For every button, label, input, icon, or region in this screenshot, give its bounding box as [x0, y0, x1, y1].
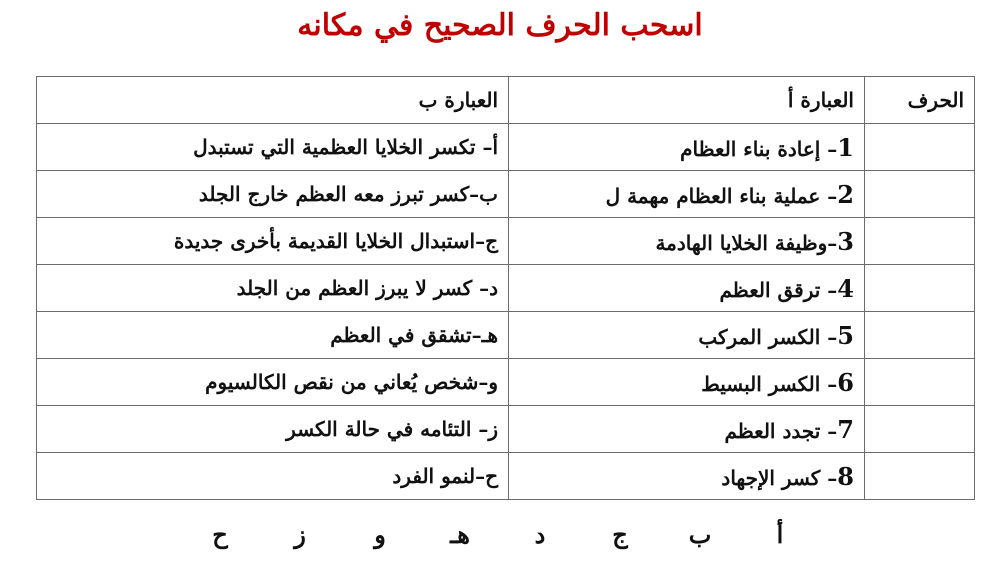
letter-drop-slot[interactable] — [865, 312, 975, 359]
table-row — [37, 265, 975, 312]
letter-tile[interactable]: هـ — [450, 520, 470, 549]
letter-tile[interactable]: ح — [212, 520, 228, 549]
letter-drop-slot[interactable] — [865, 171, 975, 218]
phrase-b: و–شخص يُعاني من نقص الكالسيوم — [37, 359, 509, 406]
letter-tile[interactable]: و — [374, 520, 386, 549]
phrase-a — [509, 171, 865, 218]
table-row — [37, 124, 975, 171]
phrase-b: أ– تكسر الخلايا العظمية التي تستبدل — [37, 124, 509, 171]
table-header-row — [37, 77, 975, 124]
table-row — [37, 453, 975, 500]
phrase-a-text: – الكسر المركب — [698, 324, 838, 349]
phrase-a-text: – كسر الإجهاد — [721, 465, 838, 490]
row-number: 8 — [837, 461, 854, 491]
page-title: اسحب الحرف الصحيح في مكانه — [297, 8, 703, 43]
letter-tile[interactable]: ز — [294, 520, 306, 549]
row-number: 7 — [837, 414, 854, 444]
phrase-b: د– كسر لا يبرز العظم من الجلد — [37, 265, 509, 312]
row-number: 4 — [837, 273, 854, 303]
letter-tile[interactable]: ب — [688, 520, 712, 549]
row-number: 1 — [837, 132, 854, 162]
header-letter: الحرف — [865, 77, 975, 124]
phrase-b: ح–لنمو الفرد — [37, 453, 509, 500]
phrase-a-text: – ترقق العظم — [719, 277, 838, 302]
row-number: 3 — [837, 226, 854, 256]
table-row — [37, 171, 975, 218]
phrase-a — [509, 406, 865, 453]
table-row — [37, 406, 975, 453]
phrase-a — [509, 265, 865, 312]
row-number: 6 — [837, 367, 854, 397]
phrase-a-text: – تجدد العظم — [724, 418, 838, 443]
row-number: 5 — [837, 320, 854, 350]
letter-drop-slot[interactable] — [865, 218, 975, 265]
phrase-a — [509, 312, 865, 359]
phrase-a — [509, 359, 865, 406]
letter-tile[interactable]: ج — [612, 520, 628, 549]
draggable-letters — [200, 520, 800, 556]
letter-drop-slot[interactable] — [865, 359, 975, 406]
phrase-a-text: – الكسر البسيط — [701, 371, 838, 396]
letter-drop-slot[interactable] — [865, 453, 975, 500]
phrase-a-text: –وظيفة الخلايا الهادمة — [655, 230, 838, 255]
letter-tile[interactable]: أ — [776, 520, 784, 549]
phrase-b: هـ–تشقق في العظم — [37, 312, 509, 359]
phrase-a — [509, 218, 865, 265]
phrase-a-text: – عملية بناء العظام مهمة ل — [605, 183, 838, 208]
letter-drop-slot[interactable] — [865, 265, 975, 312]
matching-table — [36, 76, 975, 500]
table-row — [37, 218, 975, 265]
letter-drop-slot[interactable] — [865, 406, 975, 453]
letter-tile[interactable]: د — [534, 520, 546, 549]
phrase-b: ب–كسر تبرز معه العظم خارج الجلد — [37, 171, 509, 218]
row-number: 2 — [837, 179, 854, 209]
phrase-a-text: – إعادة بناء العظام — [680, 136, 838, 161]
phrase-b: ز– التئامه في حالة الكسر — [37, 406, 509, 453]
phrase-b: ج–استبدال الخلايا القديمة بأخرى جديدة — [37, 218, 509, 265]
table-row — [37, 312, 975, 359]
phrase-a — [509, 453, 865, 500]
phrase-a — [509, 124, 865, 171]
letter-drop-slot[interactable] — [865, 124, 975, 171]
table-row — [37, 359, 975, 406]
header-col-b: العبارة ب — [37, 77, 509, 124]
header-col-a: العبارة أ — [509, 77, 865, 124]
